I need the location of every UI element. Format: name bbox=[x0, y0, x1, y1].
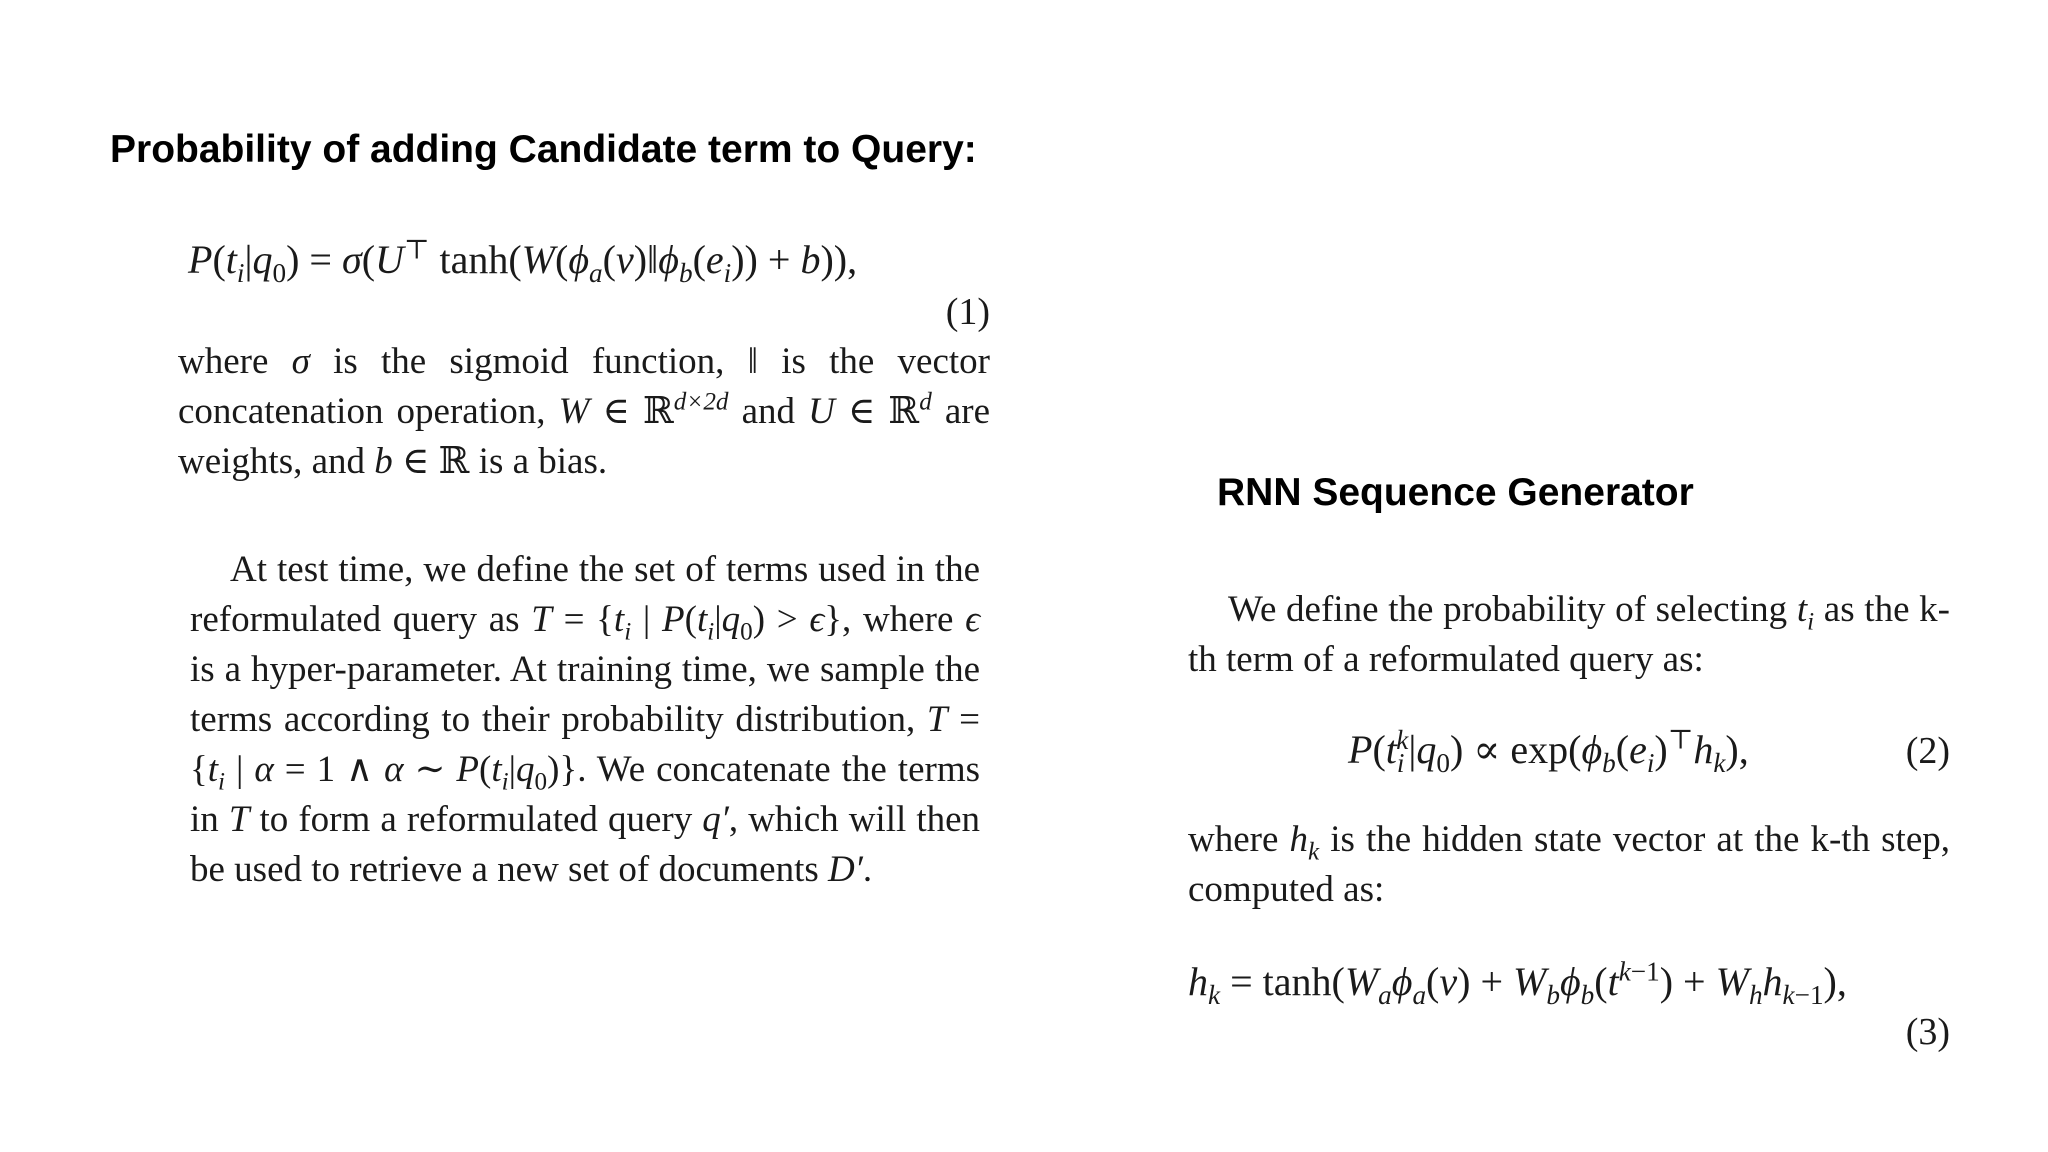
equation-1-number: (1) bbox=[945, 291, 990, 333]
paragraph-sigmoid-definition: where σ is the sigmoid function, ‖ is the vector concatenation operation, W ∈ ℝ$^{d\times 2d}$ and U ∈ ℝ$^d$ are weights, and b ∈ ℝ is a bias. bbox=[178, 341, 991, 482]
paragraph-test-time: At test time, we define the set of terms used in the reformulated query as $T = \{t_i$ | $P(t_i|q_0) > \epsilon$}, where ϵ is a hyper-parameter. At training time, we sample the terms according to their probability distribution, $T = \{t_i$ | α = 1 ∧ α ∼ $P(t_i|q_0)$}. We concatenate the terms in T to form a reformulated query q′, which will then be used to retrieve a new set of documents D′. bbox=[190, 549, 981, 890]
equation-3: $h_k = \tanh(W_a\phi_a(v) + W_b\phi_b(t^{k-1}) + W_hh_{k-1})$, bbox=[1188, 956, 1847, 1010]
section-heading-rnn-generator: RNN Sequence Generator bbox=[1217, 471, 1694, 514]
equation-1: $P(t_i|q_0) = \sigma(U^⊤$ $\tanh(W(\phi_a(v)‖\phi_b(e_i)) + b)$), bbox=[188, 234, 858, 288]
paragraph-selection-probability: We define the probability of selecting $t_i$ as the k-th term of a reformulated query as: bbox=[1188, 589, 1950, 680]
equation-2: $P(t_i^k|q_0) \propto \exp(\phi_b(e_i)^⊤h_k)$, bbox=[1348, 724, 1749, 778]
equation-2-number: (2) bbox=[1905, 730, 1950, 772]
equation-3-number: (3) bbox=[1905, 1011, 1950, 1053]
section-heading-candidate-probability: Probability of adding Candidate term to Query: bbox=[110, 128, 977, 171]
paragraph-hidden-state: where $h_k$ is the hidden state vector at the k-th step, computed as: bbox=[1188, 819, 1950, 910]
